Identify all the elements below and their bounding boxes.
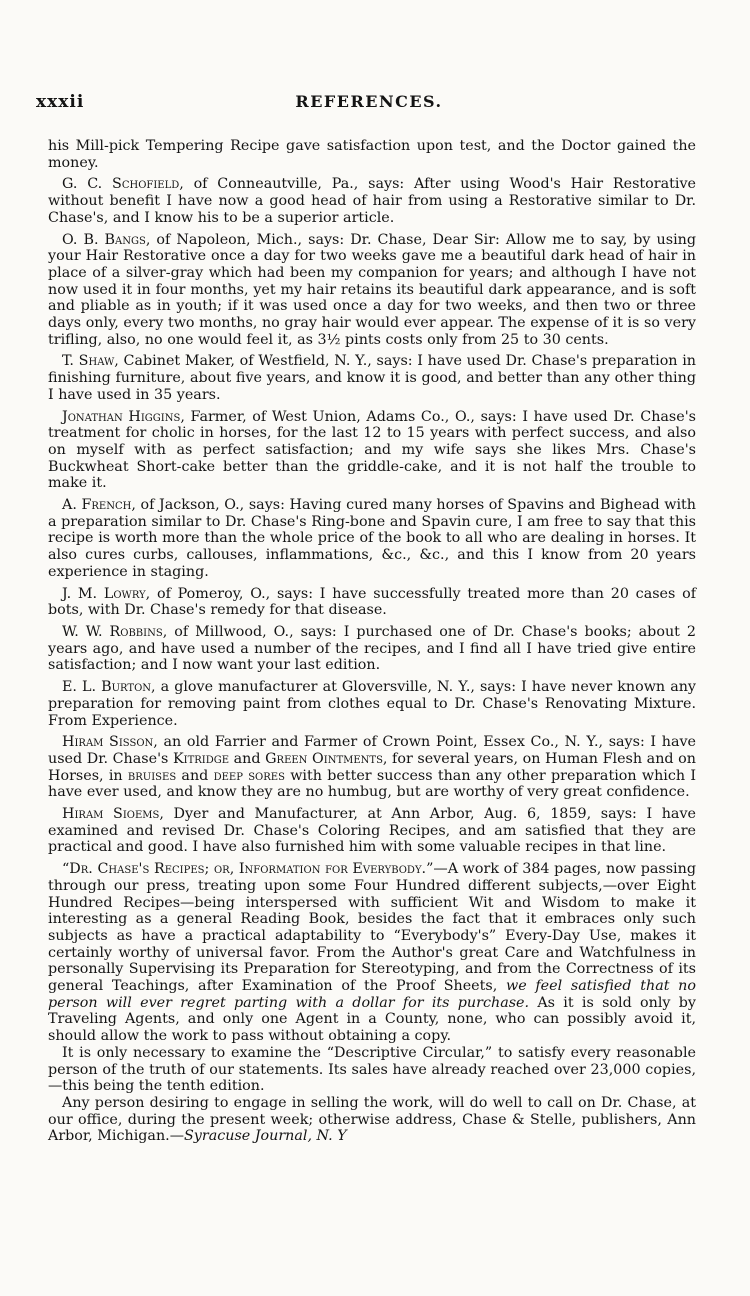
running-head: REFERENCES. <box>295 92 443 111</box>
testimonial-name: Jonathan Higgins <box>62 408 181 425</box>
testimonial-name: J. M. Lowry <box>62 585 146 602</box>
body-text <box>48 138 696 1145</box>
testimonial-name: E. L. Burton <box>62 679 152 696</box>
testimonial-name: Hiram Sioems <box>62 806 160 823</box>
page-number: xxxii <box>36 92 85 112</box>
testimonial-sioems: Hiram Sioems, Dyer and Manufacturer, at Ann Arbor, Aug. 6, 1859, says: I have examined and revised Dr. Chase's Coloring Recipes, and am satisfied that they are practical and good. I have also furnished him with some valuable recipes in that line. <box>48 806 696 856</box>
review-paragraph: It is only necessary to examine the “Descriptive Circular,” to satisfy every reasonable person of the truth of our statements. Its sales have already reached over 23,000 copies,—this being the tenth edition. <box>48 1044 696 1095</box>
testimonial: W. W. Robbins, of Millwood, O., says: I purchased one of Dr. Chase's books; about 2 years ago, and have used a number of the recipes, and I find all I have tried give entire satisfaction; and I now want your last edition. <box>48 623 696 674</box>
review-paragraph: “Dr. Chase's Recipes; or, Information for Everybody.”—A work of 384 pages, now passing through our press, treating upon some Four Hundred different subjects,—over Eight Hundred Recipes—being interspersed with sufficient Wit and Wisdom to make it interesting as a general Reading Book, besides the fact that it embraces only such subjects as have a practical adaptability to “Everybody's” Every-Day Use, makes it certainly worthy of universal favor. From the Author's great Care and Watchfulness in personally Supervising its Preparation for Stereotyping, and from the Correctness of its general Teachings, after Examination of the Proof Sheets, we feel satisfied that no person will ever regret parting with a dollar for its purchase. As it is sold only by Traveling Agents, and only one Agent in a County, none, who can possibly avoid it, should allow the work to pass without obtaining a copy. <box>48 861 696 1045</box>
testimonial-name: Hiram Sisson <box>62 734 154 751</box>
testimonial-name: W. W. Robbins <box>62 623 163 640</box>
testimonial: O. B. Bangs, of Napoleon, Mich., says: Dr. Chase, Dear Sir: Allow me to say, by using your Hair Restorative once a day for two weeks gave me a beautiful dark head of hair in place of a silver-gray which had been my companion for years; and although I have not now used it in four months, yet my hair retains its beautiful dark appearance, and is soft and pliable as in youth; if it was used once a day for two weeks, and then two or three days only, every two months, no gray hair would ever appear. The expense of it is so very trifling, also, no one would feel it, as 3½ pints costs only from 25 to 30 cents. <box>48 231 697 348</box>
testimonial-name: A. French <box>62 497 132 514</box>
testimonial-name: O. B. Bangs <box>62 231 146 248</box>
testimonial: E. L. Burton, a glove manufacturer at Gloversville, N. Y., says: I have never known any preparation for removing paint from clothes equal to Dr. Chase's Renovating Mixture. From Experience. <box>48 679 697 729</box>
book-title: “Dr. Chase's Recipes; or, Information for Everybody.” <box>62 861 434 878</box>
page-header <box>36 92 702 116</box>
testimonial-name: T. Shaw <box>62 353 115 370</box>
testimonial: A. French, of Jackson, O., says: Having cured many horses of Spavins and Bighead with a preparation similar to Dr. Chase's Ring-bone and Spavin cure, I am free to say that this recipe is worth more than the whole price of the book to all who are dealing in horses. It also cures curbs, callouses, inflammations, &c., &c., and this I know from 20 years experience in staging. <box>48 497 696 580</box>
testimonial: J. M. Lowry, of Pomeroy, O., says: I have successfully treated more than 20 cases of bots, with Dr. Chase's remedy for that disease. <box>48 585 697 619</box>
testimonial: T. Shaw, Cabinet Maker, of Westfield, N. Y., says: I have used Dr. Chase's preparation in finishing furniture, about five years, and know it is good, and better than any other thing I have used in 35 years. <box>48 353 696 403</box>
paragraph: his Mill-pick Tempering Recipe gave satisfaction upon test, and the Doctor gained the money. <box>48 138 696 171</box>
source-citation: Syracuse Journal, N. Y <box>184 1128 347 1145</box>
testimonial-sisson: Hiram Sisson, an old Farrier and Farmer of Crown Point, Essex Co., N. Y., says: I have used Dr. Chase's Kitridge and Green Ointments, for several years, on Human Flesh and on Horses, in bruises and deep sores with better success than any other preparation which I have ever used, and know they are no humbug, but are worthy of very great confidence. <box>48 734 696 801</box>
review-paragraph: Any person desiring to engage in selling the work, will do well to call on Dr. Chase, at our office, during the present week; otherwise address, Chase & Stelle, publishers, Ann Arbor, Michigan.—Syracuse Journal, N. Y <box>48 1094 696 1145</box>
testimonial-name: G. C. Schofield <box>62 176 180 193</box>
testimonial: Jonathan Higgins, Farmer, of West Union, Adams Co., O., says: I have used Dr. Chase's treatment for cholic in horses, for the last 12 to 15 years with perfect success, and also on myself with as perfect satisfaction; and my wife says she likes Mrs. Chase's Buckwheat Short-cake better than the griddle-cake, and it is not half the trouble to make it. <box>48 408 696 492</box>
testimonial: G. C. Schofield, of Conneautville, Pa., says: After using Wood's Hair Restorative without benefit I have now a good head of hair from using a Restorative similar to Dr. Chase's, and I know his to be a superior article. <box>48 176 696 226</box>
